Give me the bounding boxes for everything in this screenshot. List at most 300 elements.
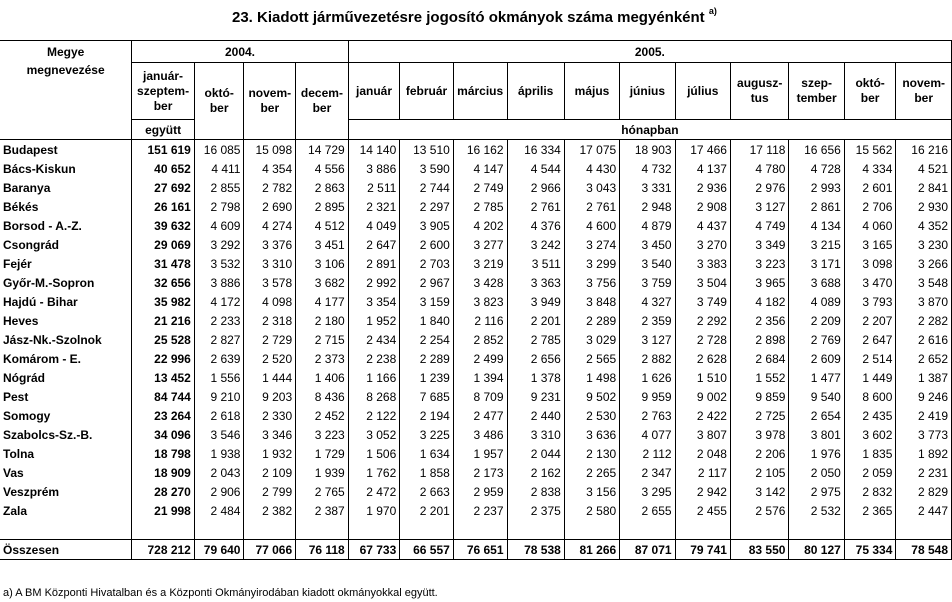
value-cell (675, 140, 730, 160)
year-2004: 2004. (224, 44, 256, 59)
value-cell (564, 501, 619, 520)
total-value: 75 334 (855, 542, 893, 557)
month-value: 2 434 (366, 332, 397, 347)
month-value: 1 957 (473, 446, 504, 461)
value-cell (844, 330, 896, 349)
month-value: 3 486 (473, 427, 504, 442)
month-value: 2 122 (366, 408, 397, 423)
month-value: 1 626 (641, 370, 672, 385)
value-cell (453, 254, 507, 273)
month-value: 9 959 (641, 389, 672, 404)
value-cell (620, 425, 675, 444)
table-row (0, 463, 952, 482)
month-value: 2 967 (419, 275, 450, 290)
value-cell (896, 463, 952, 482)
value-cell (564, 425, 619, 444)
month-value: 2 992 (366, 275, 397, 290)
month-value: 9 231 (530, 389, 561, 404)
gap-cell (620, 520, 675, 540)
month-value: 7 685 (419, 389, 450, 404)
value-cell (507, 501, 564, 520)
month-value: 3 807 (696, 427, 727, 442)
month-value: 3 376 (262, 237, 293, 252)
value-cell (730, 463, 788, 482)
month-value: 3 682 (314, 275, 345, 290)
month-value: 1 952 (366, 313, 397, 328)
month-header-part: ber (260, 101, 280, 115)
value-cell (507, 178, 564, 197)
value-cell (844, 387, 896, 406)
month-value: 4 334 (862, 161, 893, 176)
total-value-cell (194, 540, 244, 560)
month-value: 2 382 (262, 503, 293, 518)
total-row (0, 540, 952, 560)
month-value: 3 219 (473, 256, 504, 271)
month-value: 8 268 (366, 389, 397, 404)
value-cell (296, 216, 349, 235)
ytd-value: 22 996 (154, 351, 191, 366)
honapban-header: hónapban (621, 122, 679, 137)
month-value: 4 437 (696, 218, 727, 233)
value-cell (844, 216, 896, 235)
value-cell (400, 444, 454, 463)
value-cell (194, 406, 244, 425)
value-cell (730, 254, 788, 273)
month-value: 2 387 (314, 503, 345, 518)
value-cell (730, 197, 788, 216)
total-ytd: 728 212 (147, 542, 191, 557)
month-value: 2 576 (755, 503, 786, 518)
county-cell (0, 387, 132, 406)
month-value: 2 703 (419, 256, 450, 271)
month-value: 2 050 (810, 465, 841, 480)
county-cell (0, 482, 132, 501)
month-value: 2 321 (366, 199, 397, 214)
month-header-part: június (629, 83, 666, 98)
month-value: 3 540 (641, 256, 672, 271)
header-row-months (0, 63, 952, 120)
table-row (0, 349, 952, 368)
month-value: 2 447 (917, 503, 948, 518)
month-value: 2 728 (696, 332, 727, 347)
value-cell (244, 501, 296, 520)
value-cell (296, 387, 349, 406)
ytd-value: 29 069 (154, 237, 191, 252)
value-cell (244, 235, 296, 254)
value-cell (844, 311, 896, 330)
month-value: 2 908 (696, 199, 727, 214)
month-value: 2 829 (917, 484, 948, 499)
value-cell (400, 140, 454, 160)
ytd-value: 32 656 (154, 275, 191, 290)
value-cell (244, 140, 296, 160)
value-cell (194, 292, 244, 311)
month-value: 15 098 (255, 142, 293, 157)
ytd-cell (132, 178, 195, 197)
month-header-2005-május (564, 63, 619, 120)
month-value: 3 886 (210, 275, 241, 290)
month-value: 1 510 (696, 370, 727, 385)
month-value: 4 556 (314, 161, 345, 176)
total-value: 67 733 (359, 542, 397, 557)
month-header-2004-november (244, 63, 296, 140)
value-cell (675, 159, 730, 178)
county-cell (0, 254, 132, 273)
ytd-value: 18 798 (154, 446, 191, 461)
month-value: 2 330 (262, 408, 293, 423)
value-cell (296, 140, 349, 160)
county-name: Zala (3, 503, 28, 518)
year-2005-header (348, 41, 951, 63)
value-cell (296, 197, 349, 216)
gap-cell (194, 520, 244, 540)
month-value: 2 477 (473, 408, 504, 423)
month-value: 2 895 (314, 199, 345, 214)
gap-cell (730, 520, 788, 540)
table-row (0, 368, 952, 387)
month-value: 2 744 (419, 180, 450, 195)
value-cell (620, 349, 675, 368)
gap-cell (0, 520, 132, 540)
value-cell (507, 311, 564, 330)
month-value: 14 729 (308, 142, 345, 157)
value-cell (896, 387, 952, 406)
value-cell (730, 406, 788, 425)
value-cell (296, 463, 349, 482)
value-cell (564, 444, 619, 463)
month-value: 3 451 (314, 237, 345, 252)
month-value: 2 514 (862, 351, 893, 366)
table-row (0, 406, 952, 425)
value-cell (507, 330, 564, 349)
value-cell (896, 368, 952, 387)
county-name: Csongrád (3, 237, 60, 252)
ytd-value: 84 744 (154, 389, 191, 404)
gap-cell (296, 520, 349, 540)
gap-cell (675, 520, 730, 540)
value-cell (675, 387, 730, 406)
value-cell (296, 273, 349, 292)
table-row (0, 159, 952, 178)
ytd-cell (132, 406, 195, 425)
value-cell (194, 159, 244, 178)
month-value: 2 520 (262, 351, 293, 366)
table-row (0, 216, 952, 235)
ytd-cell (132, 254, 195, 273)
value-cell (730, 216, 788, 235)
month-header-part: tember (796, 91, 837, 105)
total-value-cell (296, 540, 349, 560)
month-value: 1 858 (419, 465, 450, 480)
value-cell (789, 311, 844, 330)
table-row (0, 444, 952, 463)
month-value: 1 477 (810, 370, 841, 385)
value-cell (620, 254, 675, 273)
value-cell (675, 501, 730, 520)
value-cell (348, 482, 400, 501)
value-cell (620, 482, 675, 501)
county-name: Somogy (3, 408, 51, 423)
month-value: 2 532 (810, 503, 841, 518)
value-cell (844, 140, 896, 160)
value-cell (896, 254, 952, 273)
value-cell (507, 197, 564, 216)
value-cell (194, 140, 244, 160)
month-header-part: ber (312, 101, 332, 115)
value-cell (675, 406, 730, 425)
gap-cell (348, 520, 400, 540)
value-cell (896, 292, 952, 311)
county-cell (0, 349, 132, 368)
month-value: 2 292 (696, 313, 727, 328)
county-name: Komárom - E. (3, 351, 82, 366)
month-value: 13 510 (413, 142, 450, 157)
month-value: 3 886 (366, 161, 397, 176)
month-value: 1 762 (366, 465, 397, 480)
value-cell (844, 501, 896, 520)
month-value: 2 861 (810, 199, 841, 214)
month-value: 3 156 (586, 484, 617, 499)
value-cell (620, 330, 675, 349)
value-cell (564, 140, 619, 160)
month-value: 2 452 (314, 408, 345, 423)
month-value: 3 331 (641, 180, 672, 195)
value-cell (296, 444, 349, 463)
value-cell (844, 406, 896, 425)
value-cell (400, 349, 454, 368)
ytd-cell (132, 216, 195, 235)
value-cell (564, 254, 619, 273)
value-cell (348, 159, 400, 178)
value-cell (507, 140, 564, 160)
month-header-2005-szeptember (789, 63, 844, 120)
total-ytd-cell (132, 540, 195, 560)
value-cell (400, 235, 454, 254)
megnevezese-header-cell (0, 63, 132, 140)
value-cell (453, 292, 507, 311)
value-cell (453, 501, 507, 520)
month-value: 2 173 (473, 465, 504, 480)
county-name: Bács-Kiskun (3, 161, 76, 176)
page-title (232, 8, 717, 26)
ytd-value: 31 478 (154, 256, 191, 271)
value-cell (620, 444, 675, 463)
value-cell (896, 273, 952, 292)
month-value: 2 373 (314, 351, 345, 366)
value-cell (844, 273, 896, 292)
county-cell (0, 235, 132, 254)
month-value: 2 201 (419, 503, 450, 518)
month-value: 2 422 (696, 408, 727, 423)
month-value: 2 297 (419, 199, 450, 214)
value-cell (348, 273, 400, 292)
total-value: 78 538 (524, 542, 561, 557)
month-value: 4 544 (530, 161, 561, 176)
value-cell (244, 387, 296, 406)
month-header-2004-december (296, 63, 349, 140)
month-value: 2 863 (314, 180, 345, 195)
value-cell (564, 235, 619, 254)
value-cell (620, 406, 675, 425)
month-value: 2 359 (641, 313, 672, 328)
month-value: 1 556 (210, 370, 241, 385)
month-value: 3 299 (586, 256, 617, 271)
header-row-units (0, 120, 952, 140)
month-value: 1 938 (210, 446, 241, 461)
month-value: 2 162 (530, 465, 561, 480)
month-value: 4 600 (586, 218, 617, 233)
month-value: 4 172 (210, 294, 241, 309)
county-cell (0, 444, 132, 463)
month-header-part: február (405, 83, 448, 98)
value-cell (296, 425, 349, 444)
month-value: 2 289 (586, 313, 617, 328)
month-value: 2 652 (917, 351, 948, 366)
month-value: 3 949 (530, 294, 561, 309)
month-value: 2 044 (530, 446, 561, 461)
value-cell (564, 330, 619, 349)
total-value: 83 550 (748, 542, 786, 557)
footnote: a) A BM Központi Hivatalban és a Központi Okmányirodában kiadott okmányokkal együtt. (3, 587, 438, 599)
value-cell (400, 387, 454, 406)
ytd-value: 13 452 (154, 370, 191, 385)
month-header-part: március (457, 83, 504, 98)
value-cell (244, 292, 296, 311)
month-value: 2 289 (419, 351, 450, 366)
month-value: 3 106 (314, 256, 345, 271)
month-value: 2 942 (696, 484, 727, 499)
county-cell (0, 292, 132, 311)
month-value: 3 346 (262, 427, 293, 442)
value-cell (244, 482, 296, 501)
value-cell (194, 349, 244, 368)
month-value: 4 274 (262, 218, 293, 233)
value-cell (194, 330, 244, 349)
month-value: 2 112 (642, 446, 672, 461)
month-header-part: decem- (300, 86, 343, 100)
value-cell (730, 387, 788, 406)
gap-cell (564, 520, 619, 540)
value-cell (789, 197, 844, 216)
month-header-2005-október (844, 63, 896, 120)
total-value: 87 071 (634, 542, 672, 557)
value-cell (730, 444, 788, 463)
value-cell (348, 216, 400, 235)
county-name: Vas (3, 465, 24, 480)
month-value: 9 246 (917, 389, 948, 404)
value-cell (564, 387, 619, 406)
value-cell (620, 235, 675, 254)
value-cell (620, 197, 675, 216)
month-value: 3 870 (917, 294, 948, 309)
gap-cell (844, 520, 896, 540)
value-cell (400, 159, 454, 178)
value-cell (620, 140, 675, 160)
value-cell (896, 406, 952, 425)
value-cell (564, 292, 619, 311)
month-value: 2 109 (262, 465, 293, 480)
ytd-header-part: szeptem- (137, 83, 190, 98)
month-value: 2 530 (586, 408, 617, 423)
value-cell (564, 273, 619, 292)
value-cell (730, 501, 788, 520)
value-cell (844, 235, 896, 254)
ytd-cell (132, 140, 195, 160)
value-cell (244, 444, 296, 463)
value-cell (244, 197, 296, 216)
ytd-value: 35 982 (154, 294, 191, 309)
gap-cell (132, 520, 195, 540)
month-value: 2 761 (586, 199, 617, 214)
month-header-2005-november (896, 63, 952, 120)
month-value: 14 140 (359, 142, 397, 157)
month-value: 2 601 (862, 180, 893, 195)
table-row (0, 178, 952, 197)
value-cell (296, 501, 349, 520)
month-value: 3 548 (917, 275, 948, 290)
value-cell (896, 140, 952, 160)
month-value: 3 127 (641, 332, 672, 347)
month-value: 3 801 (810, 427, 841, 442)
value-cell (789, 482, 844, 501)
month-value: 2 838 (530, 484, 561, 499)
value-cell (789, 178, 844, 197)
month-value: 3 793 (862, 294, 893, 309)
value-cell (400, 425, 454, 444)
value-cell (844, 368, 896, 387)
county-name: Veszprém (3, 484, 60, 499)
value-cell (194, 501, 244, 520)
value-cell (348, 463, 400, 482)
month-value: 2 455 (696, 503, 727, 518)
month-header-2005-augusztus (730, 63, 788, 120)
county-cell (0, 330, 132, 349)
ytd-value: 40 652 (154, 161, 191, 176)
value-cell (453, 349, 507, 368)
value-cell (620, 178, 675, 197)
table-row (0, 501, 952, 520)
month-value: 3 165 (862, 237, 893, 252)
month-value: 3 773 (917, 427, 948, 442)
table-row (0, 197, 952, 216)
month-value: 1 835 (862, 446, 893, 461)
value-cell (194, 273, 244, 292)
value-cell (507, 235, 564, 254)
month-value: 15 562 (855, 142, 893, 157)
year-2004-header (132, 41, 348, 63)
value-cell (453, 273, 507, 292)
month-value: 4 780 (755, 161, 786, 176)
value-cell (194, 178, 244, 197)
month-value: 3 230 (917, 237, 948, 252)
month-value: 2 785 (530, 332, 561, 347)
value-cell (789, 254, 844, 273)
ytd-cell (132, 311, 195, 330)
value-cell (620, 216, 675, 235)
month-value: 18 903 (634, 142, 672, 157)
value-cell (844, 178, 896, 197)
month-value: 3 159 (419, 294, 450, 309)
month-value: 3 749 (696, 294, 727, 309)
month-value: 4 512 (314, 218, 345, 233)
month-value: 2 048 (696, 446, 727, 461)
month-header-part: szep- (801, 76, 832, 90)
value-cell (896, 216, 952, 235)
total-value-cell (564, 540, 619, 560)
total-value: 79 741 (690, 542, 727, 557)
month-header-2005-június (620, 63, 675, 120)
month-header-part: ber (860, 91, 880, 105)
